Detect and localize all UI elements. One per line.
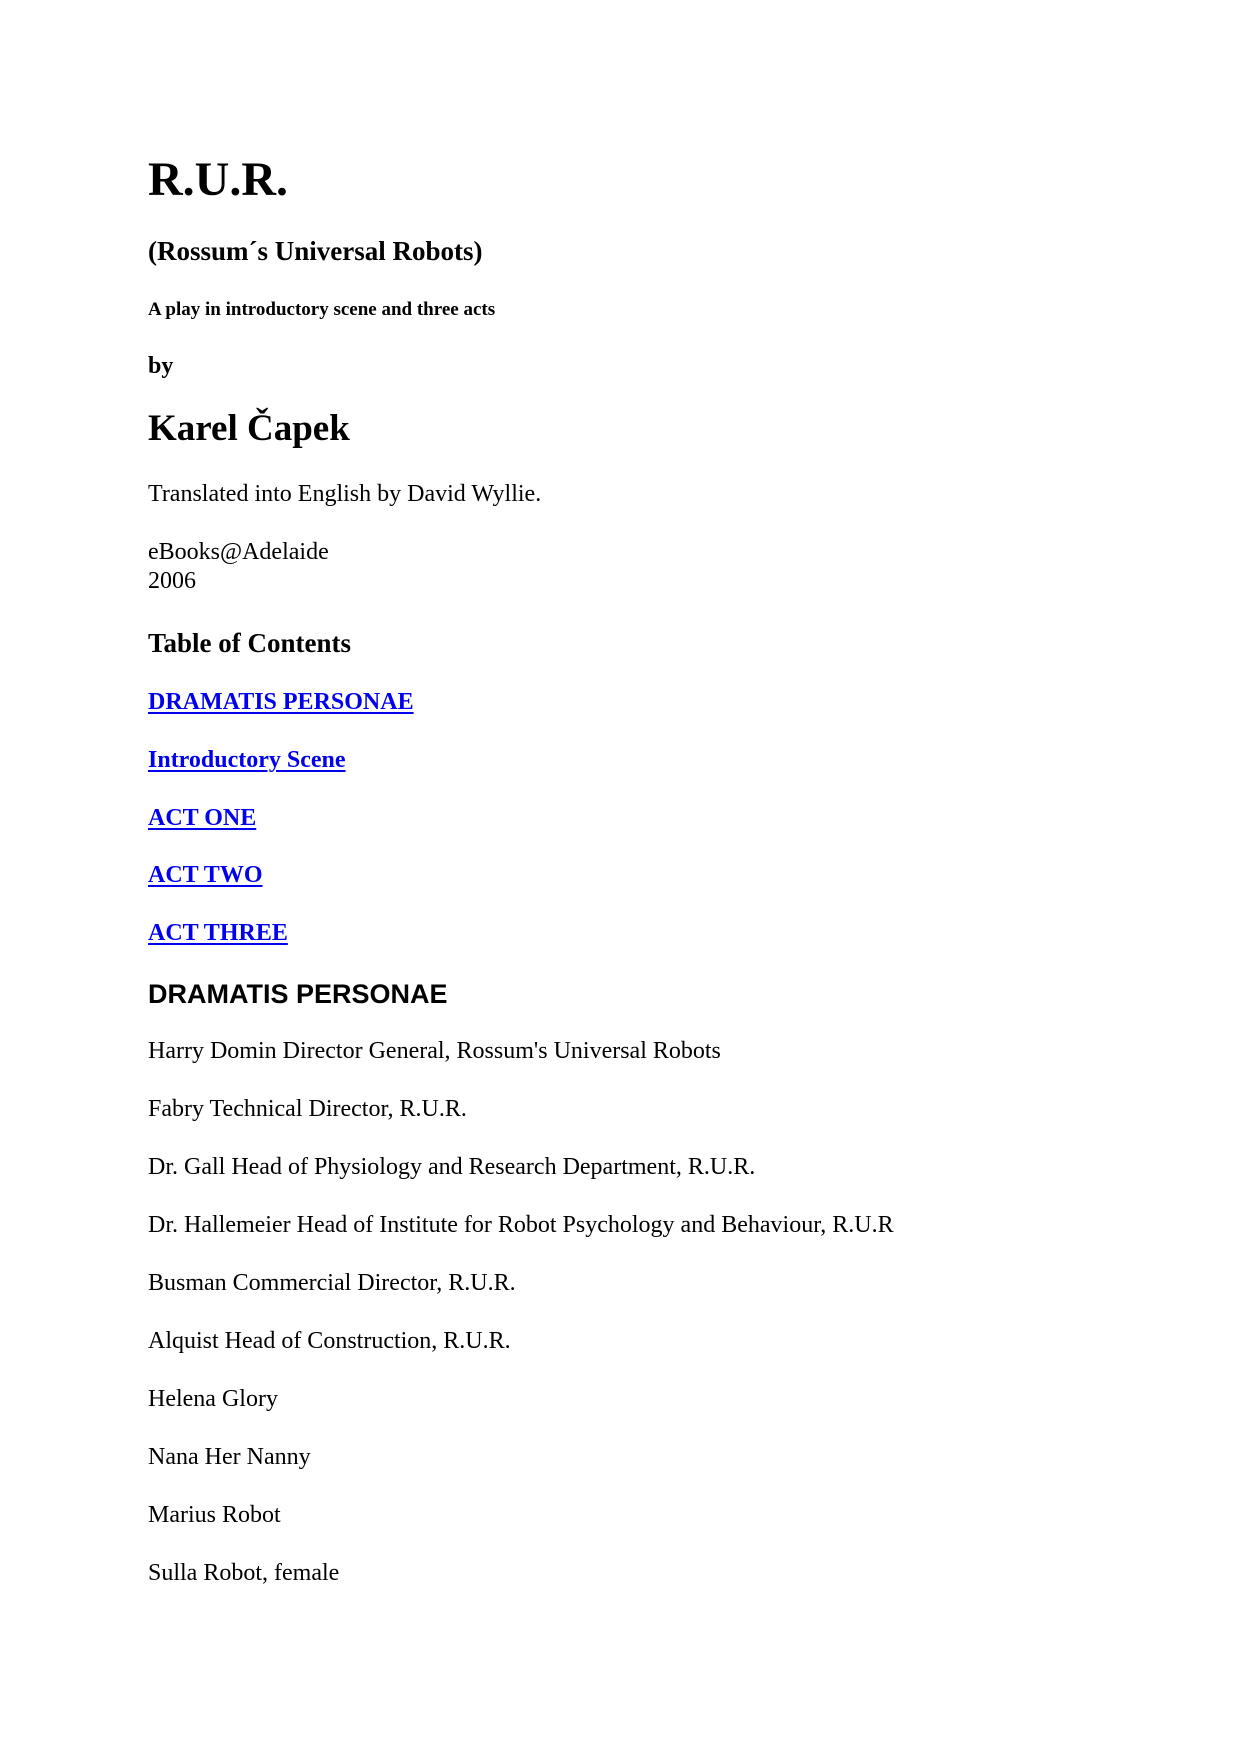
character-entry: Dr. Hallemeier Head of Institute for Robot Psychology and Behaviour, R.U.R — [148, 1212, 894, 1238]
character-entry: Marius Robot — [148, 1502, 281, 1528]
character-entry: Nana Her Nanny — [148, 1444, 311, 1470]
character-entry: Sulla Robot, female — [148, 1560, 340, 1586]
toc-link-act-one[interactable]: ACT ONE — [148, 805, 257, 831]
publisher-name: eBooks@Adelaide — [148, 539, 329, 565]
character-entry: Fabry Technical Director, R.U.R. — [148, 1096, 467, 1122]
toc-link-introductory-scene[interactable]: Introductory Scene — [148, 747, 346, 773]
toc-heading: Table of Contents — [148, 628, 352, 658]
toc-link-dramatis-personae[interactable]: DRAMATIS PERSONAE — [148, 689, 414, 715]
toc-link-act-two[interactable]: ACT TWO — [148, 862, 263, 888]
document-subtitle: (Rossum´s Universal Robots) — [148, 236, 483, 266]
document-title: R.U.R. — [148, 153, 288, 206]
document-tagline: A play in introductory scene and three acts — [148, 299, 496, 320]
character-entry: Helena Glory — [148, 1386, 278, 1412]
character-entry: Dr. Gall Head of Physiology and Research Department, R.U.R. — [148, 1154, 756, 1180]
character-entry: Alquist Head of Construction, R.U.R. — [148, 1328, 511, 1354]
author-name: Karel Čapek — [148, 408, 350, 449]
publication-year: 2006 — [148, 568, 196, 594]
dramatis-personae-heading: DRAMATIS PERSONAE — [148, 979, 448, 1009]
translator-credit: Translated into English by David Wyllie. — [148, 481, 542, 507]
character-entry: Busman Commercial Director, R.U.R. — [148, 1270, 516, 1296]
toc-link-act-three[interactable]: ACT THREE — [148, 920, 288, 946]
byline-label: by — [148, 353, 174, 379]
character-entry: Harry Domin Director General, Rossum's Universal Robots — [148, 1038, 721, 1064]
